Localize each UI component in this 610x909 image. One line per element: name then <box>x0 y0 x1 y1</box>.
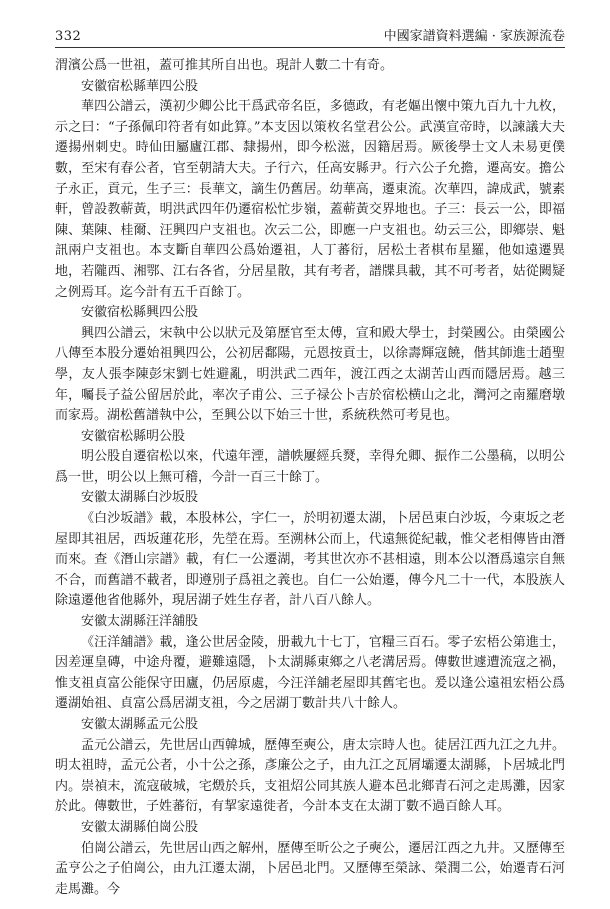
section-heading: 安徽宿松縣興四公股 <box>81 305 199 321</box>
section-text: 華四公譜云，漢初少卿公比干爲武帝名臣，多德政，有老嫗出懷中策九百九十九枚，示之曰：“子孫佩印符者有如此算。”本支因以策枚名堂君公公。武漢宣帝時，以諫議大夫遷揚州刺史。時仙田屬廬江郡、隸揚州，即今松滋，因籍居焉。厥後學士文人未易更僕數，至宋有春公者，官至朝請大夫。子行六，任高安縣尹。行六公子允擔，遷高安。擔公子永正，貢元，生子三：長華文，謫生仍舊居。幼華高，遷東流。次華四，諱成武，號素軒，曾設教蕲黃，明洪武四年仍遷宿松忙步嶺，蓋蕲黃交界地也。子三：長云一公，即福陳、葉陳、桂爾、汪興四户支祖也。次云二公，即應一户支祖也。幼云三公，即鄉崇、魁訊兩户支祖也。本支斷自華四公爲始遷祖，人丁蕃衍，居松土者棋布星羅，他如遠遷異地，若隴西、湘鄂、江右各省，分居星散，其有考者，譜牒具載，其不可考者，姑從闕疑之例焉耳。迄今計有五千百餘丁。 <box>55 99 565 300</box>
section-heading: 安徽太湖縣白沙坂股 <box>81 490 199 506</box>
section-text: 《汪洋舖譜》載，逢公世居金陵，册載九十七丁，官糧三百石。零子宏梧公第進士，因差運皇磚，中途舟覆，避難遠隱，卜太湖縣東鄉之八老溝居焉。傳數世遽遭流寇之禍，惟支祖貞富公能保守田廬，仍居原處，今汪洋舖老屋即其舊宅也。爰以逢公遠祖宏梧公爲遷湖始祖、貞富公爲居湖支祖，今之居湖丁數計共八十餘人。 <box>55 634 565 712</box>
section-text: 明公股自遷宿松以來，代遠年湮，譜帙屢經兵燹，幸得允卿、振作二公墨稿，以明公爲一世，明公以上無可稽，今計一百三十餘丁。 <box>55 449 565 485</box>
section-heading: 安徽太湖縣孟元公股 <box>81 717 199 732</box>
section-heading: 安徽太湖縣汪洋舖股 <box>81 614 199 630</box>
section-text: 伯崗公譜云，先世居山西之解州，歷傳至昕公之子奭公，遷居江西之九井。又歷傳至孟亨公之子伯崗公，由九江遷太湖，卜居邑北門。又歷傳至榮詠、榮潤二公，始遷青石河走馬灘。今 <box>55 840 565 897</box>
section-text: 興四公譜云，宋執中公以狀元及第歷官至太傅，宣和殿大學士，封榮國公。由榮國公八傳至本股分遷始祖興四公，公初居鄱陽，元恩按貢士，以徐壽輝寇饒，偕其師進士趙聖學，友人張李陳彭宋劉七姓避亂，明洪武二西年，渡江西之太湖苦山西而隱居焉。越三年，囑長子益公留居於此，率次子甫公、三子禄公卜吉於宿松横山之北，灣河之南羅磨墩而家焉。湖松舊譜執中公，至興公以下始三十世，系統秩然可考見也。 <box>55 325 565 424</box>
page-number: 332 <box>55 29 82 44</box>
section-heading: 安徽宿松縣華四公股 <box>81 78 199 94</box>
section-heading: 安徽宿松縣明公股 <box>81 428 186 444</box>
section-text: 《白沙坂譜》載，本股林公，字仁一，於明初遷太湖，卜居邑東白沙坂，今東坂之老屋即其祖居，西坂蓮花形，先塋在焉。至溯林公而上，代遠無從紀載，惟父老相傳皆由潛而來。查《潛山宗譜》載，有仁一公遷湖，考其世次亦不甚相遠，則本公以潛爲遠宗自無不合，而舊譜不載者，即遵別子爲祖之義也。自仁一公始遷，傳今凡二十一代，本股族人除遠遷他省他縣外，現居湖子姓生存者，計八百八餘人。 <box>55 511 565 609</box>
section-heading: 安徽太湖縣伯崗公股 <box>81 819 199 835</box>
page-header <box>55 22 565 48</box>
section-text: 孟元公譜云，先世居山西韓城，歷傳至奭公，唐太宗時人也。徒居江西九江之九井。明太祖時，孟元公者，小十公之孫，彥廉公之子，由九江之瓦屑壩遷太湖縣，卜居城北門内。崇禎末，流寇破城，宅燬於兵，支祖炤公同其族人避本邑北鄉青石河之走馬灘，因家於此。傳數世，子姓蕃衍，有挈家遠徙者，今計本支在太湖丁數不過百餘人耳。 <box>55 737 565 815</box>
page-body <box>55 56 565 900</box>
book-title: 中國家譜資料選編 · 家族源流卷 <box>383 29 565 44</box>
section-text: 渭濱公爲一世祖，蓋可推其所自出也。現計人數二十有奇。 <box>55 58 394 73</box>
